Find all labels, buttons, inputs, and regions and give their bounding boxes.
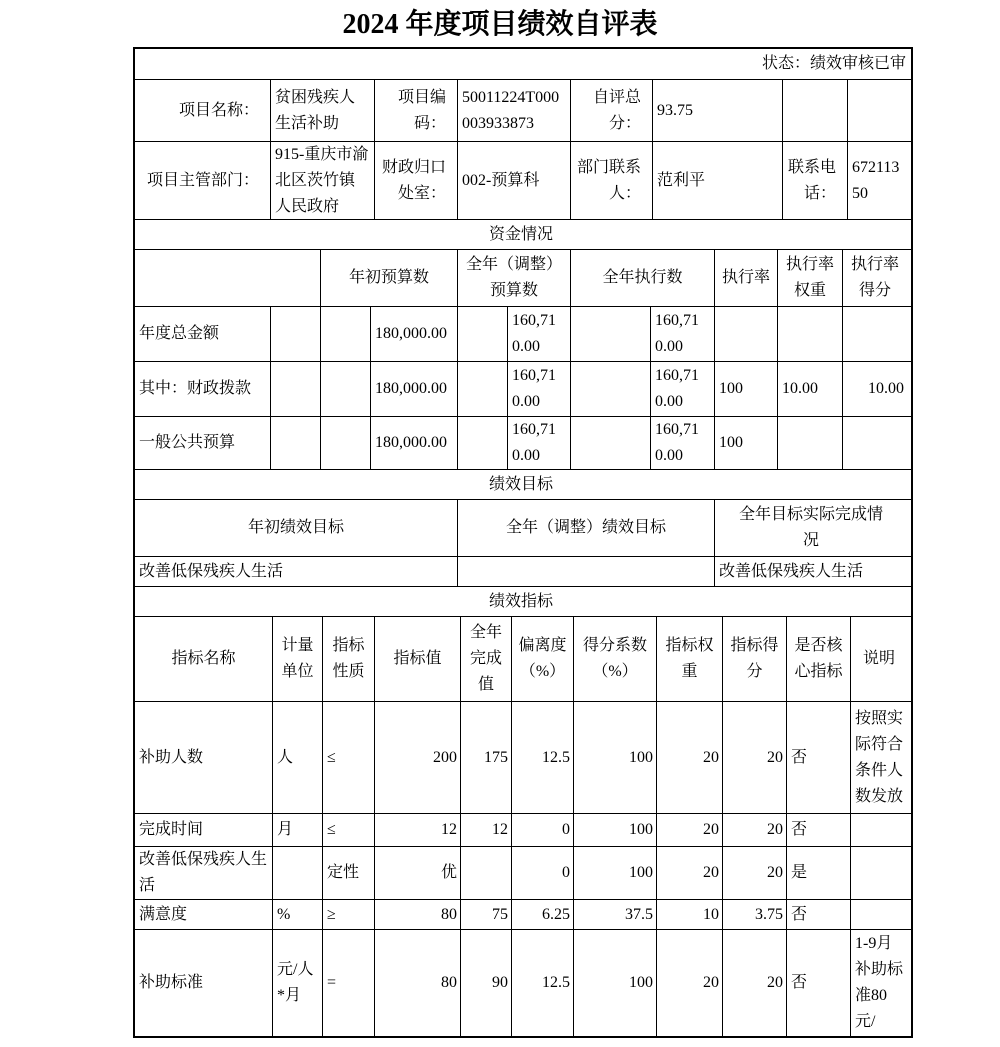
ind-header-target: 指标值 [374, 617, 460, 701]
executed-value: 160,710.00 [650, 417, 714, 469]
ind-deviation: 6.25 [511, 900, 573, 929]
ind-nature: ≤ [322, 702, 374, 813]
ind-note: 按照实际符合条件人数发放 [850, 702, 907, 813]
funding-row-total [135, 306, 911, 361]
ind-completed: 175 [460, 702, 511, 813]
ind-target: 优 [374, 847, 460, 899]
funding-header-executed: 全年执行数 [570, 250, 714, 306]
ind-note: 1-9月补助标准80元/ [850, 930, 907, 1036]
ind-completed: 75 [460, 900, 511, 929]
indicators-header-row [135, 616, 911, 701]
funding-header-row [135, 249, 911, 306]
dept-label: 项目主管部门： [146, 171, 259, 189]
indicator-row [135, 899, 911, 929]
ind-weight: 10 [656, 900, 722, 929]
ind-nature: 定性 [322, 847, 374, 899]
funding-header-exec-rate-weight: 执行率权重 [777, 250, 842, 306]
ind-header-unit: 计量单位 [272, 617, 322, 701]
indicators-section-band [135, 586, 911, 616]
ind-note [850, 847, 907, 899]
goals-header-actual: 全年目标实际完成情况 [714, 500, 907, 556]
ind-target: 80 [374, 900, 460, 929]
ind-core: 否 [786, 930, 850, 1036]
empty-cell [320, 307, 370, 361]
empty-cell [457, 362, 507, 416]
goal-actual-value: 改善低保残疾人生活 [714, 557, 907, 586]
ind-header-core: 是否核心指标 [786, 617, 850, 701]
indicators-section-title: 绩效指标 [488, 592, 553, 610]
finance-office-value: 002-预算科 [457, 142, 570, 219]
self-score-label: 自评总分： [570, 80, 652, 141]
funding-row-label: 年度总金额 [139, 325, 220, 342]
ind-nature: ≤ [322, 814, 374, 846]
ind-unit: 元/人*月 [272, 930, 322, 1036]
ind-core: 是 [786, 847, 850, 899]
goals-data-row [135, 556, 911, 586]
ind-completed: 12 [460, 814, 511, 846]
initial-budget-value: 180,000.00 [370, 417, 457, 469]
indicator-row [135, 846, 911, 899]
funding-header-exec-rate: 执行率 [714, 250, 777, 306]
funding-header-exec-rate-score: 执行率得分 [842, 250, 907, 306]
exec-rate-score-value: 10.00 [842, 362, 907, 416]
exec-rate-score-value [842, 417, 907, 469]
goals-section-title: 绩效目标 [488, 475, 553, 493]
indicator-row [135, 701, 911, 813]
empty-cell [570, 417, 650, 469]
exec-rate-weight-value: 10.00 [777, 362, 842, 416]
exec-rate-value: 100 [714, 362, 777, 416]
ind-score: 20 [722, 814, 786, 846]
ind-header-score-coef: 得分系数（%） [573, 617, 656, 701]
contact-label: 部门联系人： [570, 142, 652, 219]
goal-adjusted-value [457, 557, 714, 586]
funding-row-label: 其中：财政拨款 [139, 380, 252, 397]
phone-value: 67211350 [847, 142, 907, 219]
phone-label: 联系电话： [782, 142, 847, 219]
ind-score: 20 [722, 702, 786, 813]
funding-section-band [135, 219, 911, 249]
status-text: 状态：绩效审核已审 [761, 55, 906, 72]
adjusted-budget-value: 160,710.00 [507, 307, 570, 361]
funding-section-title: 资金情况 [488, 225, 553, 243]
ind-core: 否 [786, 702, 850, 813]
ind-unit: 人 [272, 702, 322, 813]
project-code-value: 50011224T000003933873 [457, 80, 570, 141]
ind-header-name: 指标名称 [171, 650, 236, 667]
empty-cell [570, 362, 650, 416]
ind-target: 12 [374, 814, 460, 846]
goals-header-initial: 年初绩效目标 [247, 519, 344, 536]
empty-cell [457, 307, 507, 361]
funding-header-empty [135, 250, 320, 306]
ind-score: 3.75 [722, 900, 786, 929]
ind-note [850, 814, 907, 846]
funding-row-label: 一般公共预算 [139, 434, 236, 451]
ind-score: 20 [722, 847, 786, 899]
ind-nature: = [322, 930, 374, 1036]
ind-weight: 20 [656, 930, 722, 1036]
ind-header-completed: 全年完成值 [460, 617, 511, 701]
goals-header-row [135, 499, 911, 556]
ind-weight: 20 [656, 847, 722, 899]
ind-name: 完成时间 [139, 821, 204, 838]
ind-deviation: 0 [511, 847, 573, 899]
adjusted-budget-value: 160,710.00 [507, 417, 570, 469]
empty-cell [457, 417, 507, 469]
self-score-value: 93.75 [652, 80, 782, 141]
executed-value: 160,710.00 [650, 307, 714, 361]
contact-value: 范利平 [652, 142, 782, 219]
ind-target: 80 [374, 930, 460, 1036]
info-row-2 [135, 141, 911, 219]
ind-core: 否 [786, 814, 850, 846]
funding-row-public-budget [135, 416, 911, 469]
ind-score-coef: 100 [573, 702, 656, 813]
ind-name: 补助人数 [139, 748, 204, 766]
adjusted-budget-value: 160,710.00 [507, 362, 570, 416]
form-table [133, 47, 913, 1038]
empty-cell [847, 80, 907, 141]
empty-cell [270, 307, 320, 361]
exec-rate-weight-value [777, 307, 842, 361]
ind-nature: ≥ [322, 900, 374, 929]
finance-office-label: 财政归口处室： [374, 142, 457, 219]
empty-cell [320, 417, 370, 469]
exec-rate-weight-value [777, 417, 842, 469]
info-row-1 [135, 79, 911, 141]
executed-value: 160,710.00 [650, 362, 714, 416]
ind-completed [460, 847, 511, 899]
ind-header-score: 指标得分 [722, 617, 786, 701]
initial-budget-value: 180,000.00 [370, 307, 457, 361]
exec-rate-value [714, 307, 777, 361]
ind-deviation: 12.5 [511, 930, 573, 1036]
ind-unit: 月 [272, 814, 322, 846]
empty-cell [270, 417, 320, 469]
empty-cell [782, 80, 847, 141]
ind-header-note: 说明 [850, 617, 907, 701]
ind-deviation: 0 [511, 814, 573, 846]
ind-core: 否 [786, 900, 850, 929]
empty-cell [570, 307, 650, 361]
empty-cell [270, 362, 320, 416]
exec-rate-score-value [842, 307, 907, 361]
ind-name: 改善低保残疾人生活 [139, 851, 268, 894]
ind-deviation: 12.5 [511, 702, 573, 813]
initial-budget-value: 180,000.00 [370, 362, 457, 416]
goal-initial-value: 改善低保残疾人生活 [139, 562, 284, 580]
goals-section-band [135, 469, 911, 499]
project-name-label: 项目名称： [178, 101, 259, 119]
ind-target: 200 [374, 702, 460, 813]
ind-weight: 20 [656, 702, 722, 813]
ind-name: 满意度 [139, 905, 188, 923]
ind-unit [272, 847, 322, 899]
ind-score-coef: 100 [573, 930, 656, 1036]
ind-note [850, 900, 907, 929]
project-name-value: 贫困残疾人生活补助 [270, 80, 374, 141]
page-title: 2024 年度项目绩效自评表 [342, 9, 658, 40]
funding-header-initial-budget: 年初预算数 [320, 250, 457, 306]
funding-row-fiscal [135, 361, 911, 416]
ind-score-coef: 100 [573, 814, 656, 846]
ind-score-coef: 100 [573, 847, 656, 899]
project-code-label: 项目编码： [374, 80, 457, 141]
ind-weight: 20 [656, 814, 722, 846]
exec-rate-value: 100 [714, 417, 777, 469]
funding-header-adjusted-budget: 全年（调整）预算数 [457, 250, 570, 306]
empty-cell [320, 362, 370, 416]
goals-header-adjusted: 全年（调整）绩效目标 [457, 500, 714, 556]
status-row [135, 49, 911, 79]
indicator-row [135, 929, 911, 1036]
ind-header-nature: 指标性质 [322, 617, 374, 701]
ind-header-deviation: 偏离度（%） [511, 617, 573, 701]
ind-name: 补助标准 [139, 974, 204, 991]
ind-score-coef: 37.5 [573, 900, 656, 929]
ind-unit: % [272, 900, 322, 929]
ind-header-weight: 指标权重 [656, 617, 722, 701]
ind-completed: 90 [460, 930, 511, 1036]
indicator-row [135, 813, 911, 846]
ind-score: 20 [722, 930, 786, 1036]
dept-value: 915-重庆市渝北区茨竹镇人民政府 [270, 142, 374, 219]
